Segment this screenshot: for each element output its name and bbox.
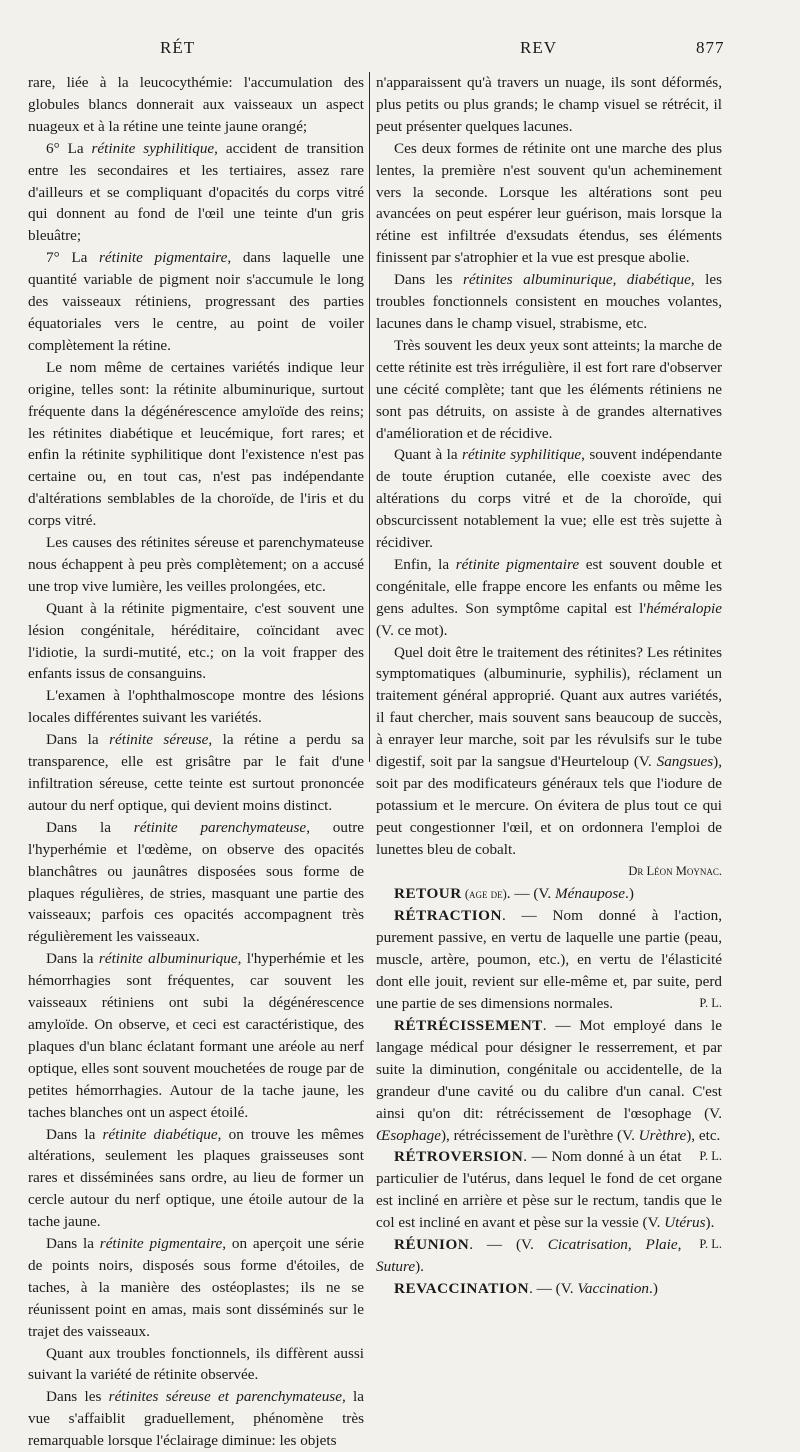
column-divider [369, 72, 370, 762]
italic-term: Œsophage [376, 1126, 441, 1144]
italic-term: Urèthre [638, 1126, 687, 1144]
body-paragraph [28, 138, 364, 248]
text-run: ), rétrécissement de l'urèthre (V. [440, 1126, 639, 1144]
dictionary-entry [376, 905, 722, 1015]
dictionary-entry [376, 1278, 722, 1300]
body-paragraph [28, 729, 364, 817]
text-run: Enfin, la [394, 555, 456, 573]
text-run: (V. ce mot). [376, 621, 448, 639]
body-paragraph [376, 269, 722, 335]
entry-qualifier: (age de) [461, 886, 507, 901]
body-paragraph [376, 554, 722, 642]
text-run: Dans la [46, 818, 134, 836]
entry-headword: REVACCINATION [394, 1279, 530, 1297]
dictionary-entry [376, 1234, 722, 1278]
italic-term: rétinite pigmentaire [455, 555, 580, 573]
body-paragraph [28, 247, 364, 357]
text-run: .) [649, 1279, 658, 1297]
text-run: Très souvent les deux yeux sont atteints; la marche de cette rétinite est très irrégulière, il est fort rare d'observer une cécité complète; tant que les éléments rétiniens ne sont pas détruits, on assiste à de grandes alternatives d'amélioration et de récidive. [376, 336, 722, 442]
text-run: 6° La [46, 139, 92, 157]
text-run: 7° La [46, 249, 100, 267]
text-run: , outre l'hyperhémie et l'œdème, on observe des opacités blanchâtres ou jaunâtres disposées sous forme de plaques régulières, de stries, masquant une partie des vaisseaux; parfois ces opacités accompagnent très régulièrement les vaisseaux. [28, 818, 364, 946]
text-run: Dans la [46, 1235, 100, 1253]
text-run: ), etc. [686, 1126, 721, 1144]
text-run: est souvent double et congénitale, elle frappe encore les enfants ou même les gens adultes. Son symptôme capital est l' [376, 555, 722, 617]
text-run: . — (V. [469, 1236, 548, 1254]
text-run: , on trouve les mêmes altérations, seulement les plaques graisseuses sont rares et disséminées sans ordre, au lieu de former un cercle autour du nerf optique, une étoile autour de la tache jaune. [28, 1125, 364, 1231]
body-paragraph [376, 138, 722, 269]
text-run: Dans les [394, 271, 463, 289]
body-paragraph [28, 72, 364, 138]
body-paragraph [28, 598, 364, 686]
text-run: Les causes des rétinites séreuse et parenchymateuse nous échappent à peu près complètement; on a accusé une trop vive lumière, les veilles prolongées, etc. [28, 534, 364, 595]
body-paragraph [28, 1386, 364, 1452]
author-initials: P. L. [699, 1237, 722, 1252]
right-column [376, 72, 722, 1300]
body-paragraph [28, 1124, 364, 1234]
text-run: . — Mot employé dans le langage médical pour désigner le resserrement, et par suite la diminution, congénitale ou accidentelle, de la grandeur d'une cavité ou du calibre d'un canal. C'est ainsi qu'on dit: rétrécissement de l'œsophage (V. [376, 1016, 722, 1122]
text-run: . — (V. [506, 884, 556, 902]
body-paragraph [376, 642, 722, 861]
text-run: ). [705, 1214, 715, 1232]
text-run: . — (V. [529, 1279, 578, 1297]
italic-term: rétinite séreuse [109, 731, 209, 749]
text-run: , accident de transition entre les secondaires et les tertiaires, assez rare d'ailleurs et se compliquant d'opacités du corps vitré qui donnent au fond de l'œil une teinte d'un gris bleuâtre; [28, 139, 365, 245]
text-run: . — Nom donné à l'action, purement passive, en vertu de laquelle une partie (peau, muscle, artère, poumon, etc.), en vertu de l'élasticité dont elle jouit, revient sur elle-même et, par suite, perd une partie de ses dimensions normales. [376, 907, 722, 1013]
italic-term: rétinite syphilitique [462, 446, 582, 464]
italic-term: rétinite syphilitique [91, 139, 215, 157]
text-run: .) [625, 884, 634, 902]
page-number: 877 [696, 38, 725, 57]
body-paragraph [28, 357, 364, 532]
dictionary-entry [376, 883, 722, 906]
italic-term: héméralopie [646, 599, 722, 617]
text-run: Ces deux formes de rétinite ont une marche des plus lentes, la première n'est souvent qu'un acheminement vers la seconde. Lorsque les altérations sont peu avancées on peut espérer leur guérison, mais lorsque la rétine est infiltrée d'exsudats étendus, ses éléments finissent par s'atrophier et la vue est presque abolie. [376, 139, 722, 267]
entry-headword: RÉUNION [394, 1236, 470, 1254]
author-initials: P. L. [699, 1149, 722, 1164]
header-right-guideword: REV [520, 38, 557, 57]
text-run: Quant à la rétinite pigmentaire, c'est souvent une lésion congénitale, héréditaire, coïncidant avec l'idiotie, la surdi-mutité, etc.; on la voit frapper des enfants issus de consanguins. [28, 599, 364, 683]
italic-term: rétinites séreuse et parenchymateuse [108, 1388, 342, 1406]
author-initials: P. L. [699, 996, 722, 1011]
italic-term: Cicatrisation, Plaie, Suture [376, 1236, 682, 1275]
entry-headword: RÉTRACTION [394, 907, 502, 925]
text-run: Quant aux troubles fonctionnels, ils diffèrent aussi suivant la variété de rétinite observée. [28, 1344, 364, 1384]
entry-headword: RÉTROVERSION [394, 1148, 524, 1166]
text-run: Le nom même de certaines variétés indique leur origine, telles sont: la rétinite albuminurique, surtout fréquente dans la dégénérescence amyloïde des reins; les rétinites diabétique et leucémique, fort rares; et enfin la rétinite syphilitique dont l'existence n'est pas certaine ou, en tout cas, n'est pas indépendante d'altérations semblables de la choroïde, de l'iris et du corps vitré. [28, 358, 364, 530]
body-paragraph [28, 817, 364, 948]
italic-term: rétinite pigmentaire [99, 249, 228, 267]
text-run: ), soit par des modificateurs généraux tels que l'iodure de potassium et le mercure. On évitera de plus tout ce qui peut congestionner l'œil, et on ordonnera l'emploi de lunettes bleu de cobalt. [376, 753, 722, 858]
text-run: Dans la [46, 731, 110, 749]
text-run: L'examen à l'ophthalmoscope montre des lésions locales différentes suivant les variétés. [28, 687, 364, 727]
italic-term: rétinites albuminurique, diabétique [462, 271, 691, 289]
right-column-paragraphs [376, 72, 722, 861]
body-paragraph [28, 685, 364, 729]
text-run: ). [415, 1257, 424, 1275]
italic-term: rétinite pigmentaire [99, 1235, 223, 1253]
text-run: Dans les [46, 1388, 109, 1406]
italic-term: rétinite albuminurique [98, 950, 238, 968]
header-left-guideword: RÉT [160, 38, 196, 57]
entry-headword: RETOUR [394, 884, 462, 902]
text-run: Dans la [46, 950, 99, 968]
text-run: , les troubles fonctionnels consistent en mouches volantes, lacunes dans le champ visuel, strabisme, etc. [376, 271, 722, 332]
italic-term: rétinite diabétique [102, 1125, 218, 1143]
body-paragraph [28, 1343, 364, 1387]
dictionary-entries [376, 883, 722, 1300]
text-run: , dans laquelle une quantité variable de pigment noir s'accumule le long des vaisseaux rétiniens, progressant des parties équatoriales vers le centre, au point de voiler complètement la rétine. [28, 249, 364, 354]
author-signature: Dr Léon Moynac. [628, 863, 722, 878]
text-run: , la vue s'affaiblit graduellement, phénomène très remarquable lorsque l'éclairage diminue: les objets [28, 1388, 364, 1450]
text-run: . — Nom donné à un état particulier de l'utérus, dans lequel le fond de cet organe est incliné en arrière et pèse sur le rectum, tandis que le col est incliné en avant et pèse sur la vessie (V. [376, 1148, 722, 1232]
text-run: , la rétine a perdu sa transparence, elle est grisâtre par le fait d'une infiltration séreuse, cette teinte est surtout prononcée autour du nerf optique, qui devient moins distinct. [28, 731, 364, 814]
text-run: Quant à la [394, 446, 463, 464]
italic-term: rétinite parenchymateuse [133, 818, 307, 836]
body-paragraph [28, 948, 364, 1123]
text-run: Quel doit être le traitement des rétinites? Les rétinites symptomatiques (albuminurie, syphilis), réclament un traitement général approprié. Quant aux autres variétés, il faut chercher, mais souvent sans beaucoup de succès, à enrayer leur marche, soit par les révulsifs sur le tube digestif, soit par la sangsue d'Heurteloup (V. [376, 643, 722, 771]
italic-term: Ménaupose [555, 884, 626, 902]
left-column [28, 72, 364, 1452]
italic-term: Sangsues [656, 753, 714, 771]
italic-term: Vaccination [577, 1279, 650, 1297]
text-run: , souvent indépendante de toute éruption cutanée, elle coexiste avec des altérations du corps vitré et de la choroïde, qui obscurcissent notablement la vue; elle est très sujette à récidiver. [376, 446, 722, 552]
body-paragraph [376, 335, 722, 445]
text-run: , on aperçoit une série de points noirs, disposés sous forme d'étoiles, de taches, à la manière des ostéoplastes; ils ne se réunissent point en amas, mais sont disséminés sur le trajet des vaisseaux. [28, 1235, 364, 1340]
text-run: n'apparaissent qu'à travers un nuage, ils sont déformés, plus petits ou plus grands; le champ visuel se rétrécit, il peut présenter quelques lacunes. [376, 74, 722, 135]
body-paragraph [28, 532, 364, 598]
body-paragraph [28, 1233, 364, 1343]
text-run: rare, liée à la leucocythémie: l'accumulation des globules blancs donnerait aux vaisseaux un aspect nuageux et à la rétine une teinte jaune orangé; [28, 74, 364, 135]
body-paragraph [376, 444, 722, 554]
body-paragraph [376, 72, 722, 138]
entry-headword: RÉTRÉCISSEMENT [394, 1016, 543, 1034]
text-run: , l'hyperhémie et les hémorrhagies sont fréquentes, car souvent les vaisseaux rétiniens ont subi la dégénérescence amyloïde. On observe, et ceci est caractéristique, des plaques d'un blanc éclatant formant une aréole au nerf optique, elles sont souvent mouchetées de rouge par de petites hémorrhagies. Autour de la tache jaune, les taches blanches ont un aspect étoilé. [28, 950, 364, 1121]
italic-term: Utérus [664, 1214, 706, 1232]
running-header [0, 30, 800, 60]
text-run: Dans la [46, 1125, 103, 1143]
